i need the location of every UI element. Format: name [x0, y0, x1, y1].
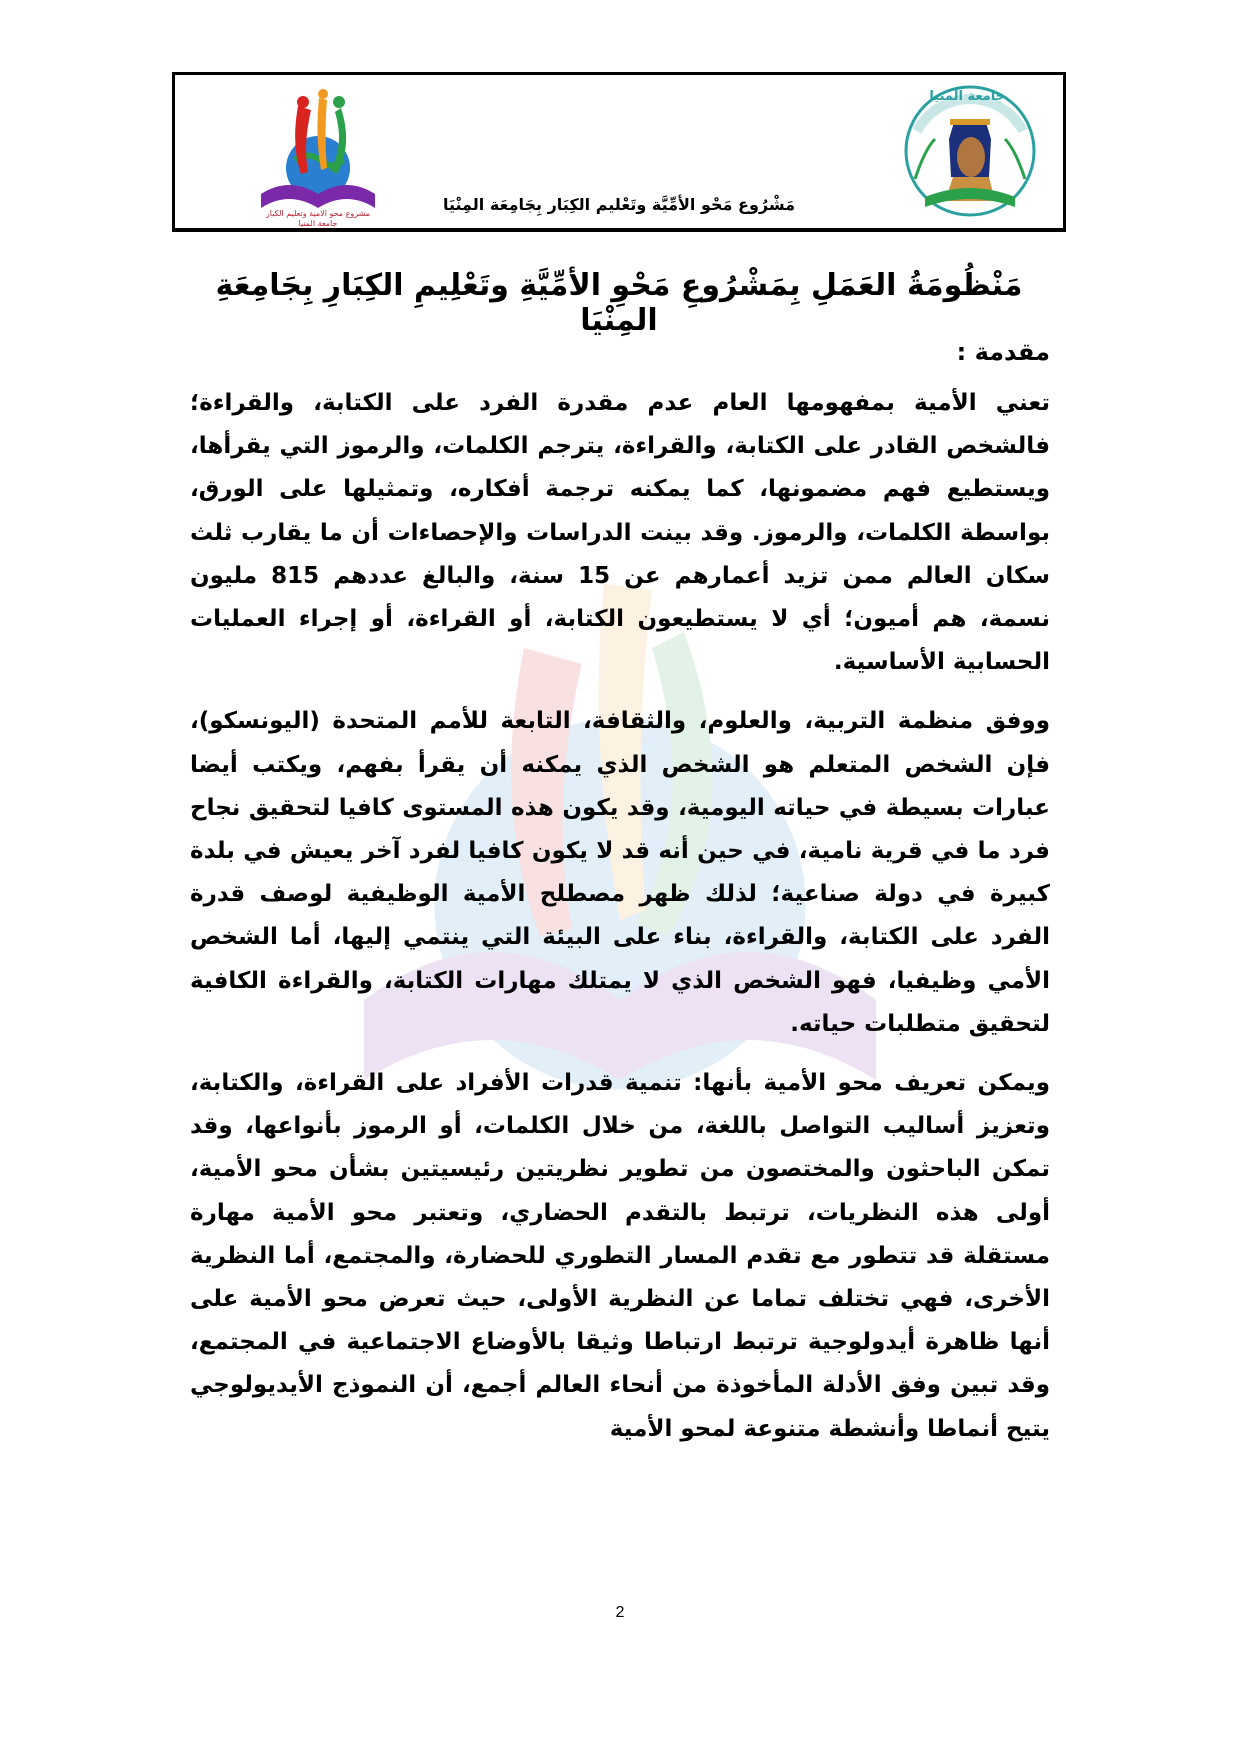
document-body [190, 338, 1050, 1467]
paragraph-text: ويمكن تعريف محو الأمية بأنها: تنمية قدرات الأفراد على القراءة، والكتابة، وتعزيز أساليب التواصل باللغة، من خلال الكلمات، أو الرموز بأنواعها، وقد تمكن الباحثون والمختصون من تطوير نظريتين رئيسيتين بشأن محو الأمية، أولى هذه النظريات، ترتبط بالتقدم الحضاري، وتعتبر محو الأمية مهارة مستقلة قد تتطور مع تقدم المسار التطوري للحضارة، والمجتمع، أما النظرية الأخرى، فهي تختلف تماما عن النظرية الأولى، حيث تعرض محو الأمية على أنها ظاهرة أيدولوجية ترتبط ارتباطا وثيقا بالأوضاع الاجتماعية في المجتمع، وقد تبين وفق الأدلة المأخوذة من أنحاء العالم أجمع، أن النموذج الأيديولوجي يتيح أنماطا وأنشطة متنوعة لمحو الأمية [190, 1070, 1050, 1442]
paragraph-3 [190, 1062, 1050, 1451]
paragraph-2 [190, 700, 1050, 1046]
page-number: 2 [615, 1604, 625, 1621]
page-title: مَنْظُومَةُ العَمَلِ بِمَشْرُوعِ مَحْوِ الأمِّيَّةِ وتَعْلِيمِ الكِبَارِ بِجَامِعَةِ المِنْيَا [215, 268, 1023, 338]
header-frame [172, 72, 1066, 232]
literacy-project-name: مشروع محو الامية وتعليم الكبار [265, 209, 371, 218]
paragraph-text: تعني الأمية بمفهومها العام عدم مقدرة الفرد على الكتابة، والقراءة؛ فالشخص القادر على الكتابة، والقراءة، يترجم الكلمات، والرموز التي يقرأها، ويستطيع فهم مضمونها، كما يمكنه ترجمة أفكاره، وتمثيلها على الورق، بواسطة الكلمات، والرموز. وقد بينت الدراسات والإحصاءات أن ما يقارب ثلث سكان العالم ممن تزيد أعمارهم عن 15 سنة، والبالغ عددهم 815 مليون نسمة، هم أميون؛ أي لا يستطيعون الكتابة، أو القراءة، أو إجراء العمليات الحسابية الأساسية. [190, 390, 1051, 676]
minia-university-logo-text: جامعة المنيا [929, 89, 1005, 104]
paragraph-text: ووفق منظمة التربية، والعلوم، والثقافة، التابعة للأمم المتحدة (اليونسكو)، فإن الشخص المتعلم هو الشخص الذي يمكنه أن يقرأ بفهم، ويكتب أيضا عبارات بسيطة في حياته اليومية، وقد يكون هذه المستوى كافيا لتحقيق نجاح فرد ما في قرية نامية، في حين أنه قد لا يكون كافيا لفرد آخر يعيش في بلدة كبيرة في دولة صناعية؛ لذلك ظهر مصطلح الأمية الوظيفية لوصف قدرة الفرد على الكتابة، والقراءة، بناء على البيئة التي ينتمي إليها، أما الشخص الأمي وظيفيا، فهو الشخص الذي لا يمتلك مهارات الكتابة، والقراءة الكافية لتحقيق متطلبات حياته. [190, 708, 1050, 1037]
intro-heading: مقدمة : [956, 338, 1050, 366]
paragraph-1 [190, 382, 1050, 684]
literacy-project-university: جامعة المنيا [298, 219, 338, 228]
header-caption: مَشْرُوع مَحْو الأمِّيَّة وتَعْليم الكِبَار بِجَامِعَة المِنْيَا [442, 195, 796, 214]
